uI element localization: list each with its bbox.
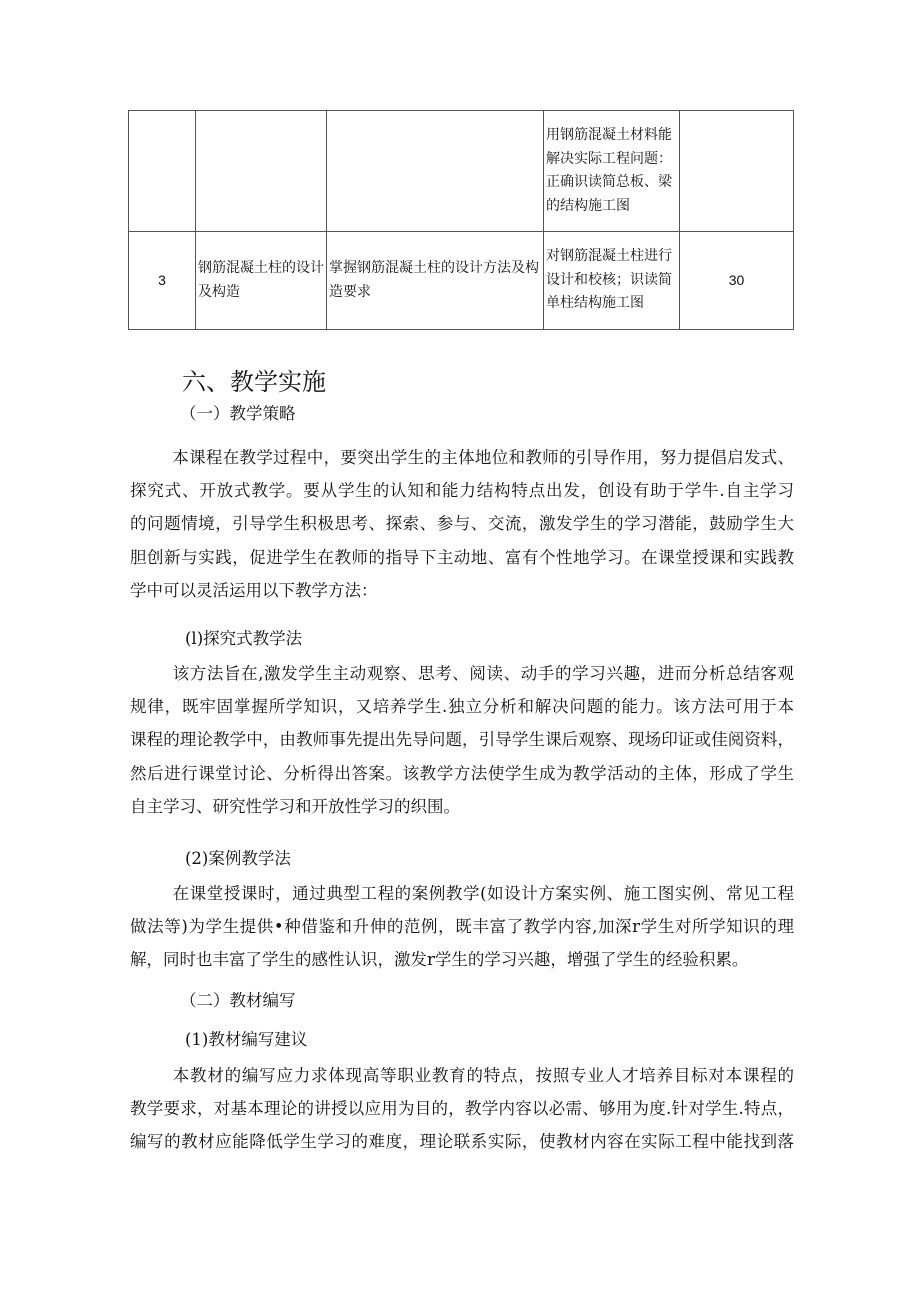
table-row (129, 232, 794, 330)
method-title-textbook-advice: (1)教材编写建议 (185, 1030, 308, 1049)
text-line: 做法等)为学生提供•种借鉴和升伸的范例，既丰富了教学内容,加深r学生对所学知识的理 (130, 917, 794, 937)
paragraph-textbook (130, 1059, 794, 1159)
text-line: 本教材的编写应力求体现高等职业教育的特点，按照专业人才培养目标对本课程的 (172, 1066, 794, 1085)
text-line: 该方法旨在,激发学生主动观察、思考、阅读、动手的学习兴趣，进而分析总结客观 (172, 664, 794, 683)
section-title: 六、教学实施 (182, 368, 326, 396)
paragraph-inquiry (130, 657, 794, 823)
cell-topic: 钢筋混凝土柱的设计及构造 (196, 232, 327, 330)
text-line: 编写的教材应能降低学生学习的难度，理论联系实际，使教材内容在实际工程中能找到落 (130, 1132, 794, 1152)
text-line: 在课堂授课时，通过典型工程的案例教学(如设计方案实例、施工图实例、常见工程 (172, 884, 794, 903)
cell-skill: 用钢筋混凝土材料能解决实际工程问题：正确识读简总板、梁的结构施工图 (544, 111, 680, 232)
text-line: 的问题情境，引导学生积极思考、探索、参与、交流，激发学生的学习潜能，鼓励学生大 (130, 514, 794, 534)
subsection-title-textbook: （二）教材编写 (180, 991, 296, 1010)
paragraph-strategy (130, 441, 794, 607)
course-content-table (128, 110, 794, 330)
text-line: 解，同时也丰富了学生的感性认识，激发r学生的学习兴趣，增强了学生的经验积累。 (130, 950, 749, 970)
text-line: 本课程在教学过程中，要突出学生的主体地位和教师的引导作用，努力提倡启发式、 (172, 448, 794, 467)
text-line: 自主学习、研究性学习和开放性学习的织围。 (130, 796, 460, 816)
text-line: 学中可以灵活运用以下教学方法： (130, 580, 378, 600)
cell-goal: 掌握钢筋混凝土柱的设计方法及构造要求 (327, 232, 544, 330)
text-line: 课程的理论教学中，由教师事先提出先导问题，引导学生课后观察、现场印证或佳阅资料， (130, 730, 794, 750)
paragraph-case (130, 877, 794, 977)
cell-no (129, 111, 196, 232)
table-row (129, 111, 794, 232)
method-title-inquiry: (l)探究式教学法 (185, 629, 303, 648)
cell-topic (196, 111, 327, 232)
text-line: 探究式、开放式教学。要从学生的认知和能力结构特点出发，创设有助于学牛.自主学习 (130, 481, 794, 501)
cell-hours (680, 111, 794, 232)
text-line: 规律，既牢固掌握所学知识，又培养学生.独立分析和解决问题的能力。该方法可用于本 (130, 697, 794, 717)
cell-goal (327, 111, 544, 232)
text-line: 胆创新与实践，促进学生在教师的指导下主动地、富有个性地学习。在课堂授课和实践教 (130, 547, 794, 567)
method-title-case: (2)案例教学法 (185, 849, 291, 868)
text-line: 然后进行课堂讨论、分析得出答案。该教学方法使学生成为教学活动的主体，形成了学生 (130, 763, 794, 783)
cell-no: 3 (129, 232, 196, 330)
text-line: 教学要求，对基本理论的讲授以应用为目的，教学内容以必需、够用为度.针对学生.特点， (130, 1099, 794, 1119)
cell-skill: 对钢筋混凝土柱进行设计和校核；识读简单柱结构施工图 (544, 232, 680, 330)
subsection-title-strategy: （一）教学策略 (180, 404, 296, 423)
cell-hours: 30 (680, 232, 794, 330)
